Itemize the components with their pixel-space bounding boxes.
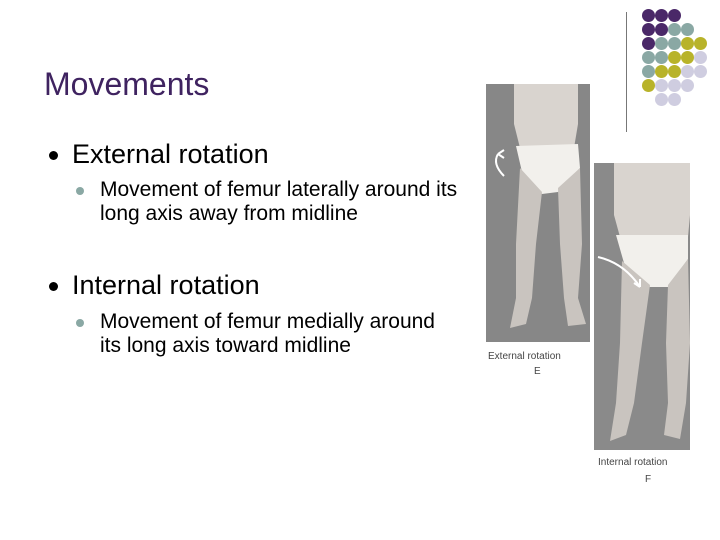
- dot: [681, 23, 694, 36]
- sub-bullet-dot: [76, 319, 84, 327]
- bullet-external-rotation: External rotation: [72, 139, 269, 169]
- sub-bullet-external-definition: Movement of femur laterally around its long axis away from midline: [100, 178, 458, 225]
- dot: [655, 37, 668, 50]
- internal-rotation-photo: [594, 163, 690, 450]
- dot: [668, 23, 681, 36]
- dot: [668, 65, 681, 78]
- slide-title: Movements: [44, 66, 210, 102]
- dot: [668, 51, 681, 64]
- dot: [668, 9, 681, 22]
- bullet-dot: [49, 151, 58, 160]
- bullet-internal-rotation: Internal rotation: [72, 270, 260, 300]
- sub-bullet-internal-definition: Movement of femur medially around its long axis toward midline: [100, 310, 435, 357]
- external-rotation-caption: External rotation: [488, 351, 561, 362]
- dot: [668, 79, 681, 92]
- internal-rotation-letter: F: [645, 474, 652, 485]
- dot: [642, 37, 655, 50]
- dot: [655, 9, 668, 22]
- dot: [655, 79, 668, 92]
- dot: [642, 51, 655, 64]
- external-rotation-letter: E: [534, 366, 541, 377]
- dot: [642, 79, 655, 92]
- dot: [694, 37, 707, 50]
- bullet-dot: [49, 282, 58, 291]
- dot: [655, 51, 668, 64]
- dot: [642, 9, 655, 22]
- dot: [681, 79, 694, 92]
- internal-rotation-caption: Internal rotation: [598, 457, 668, 468]
- dot: [642, 23, 655, 36]
- dot: [668, 37, 681, 50]
- dot: [655, 23, 668, 36]
- dot: [655, 65, 668, 78]
- dot: [681, 51, 694, 64]
- external-rotation-photo: [486, 84, 590, 342]
- dot: [655, 93, 668, 106]
- dot: [694, 65, 707, 78]
- decorative-dot-grid: [637, 9, 720, 119]
- dot: [668, 93, 681, 106]
- dot: [681, 37, 694, 50]
- decorative-divider: [626, 12, 627, 132]
- dot: [642, 65, 655, 78]
- dot: [681, 65, 694, 78]
- dot: [694, 51, 707, 64]
- sub-bullet-dot: [76, 187, 84, 195]
